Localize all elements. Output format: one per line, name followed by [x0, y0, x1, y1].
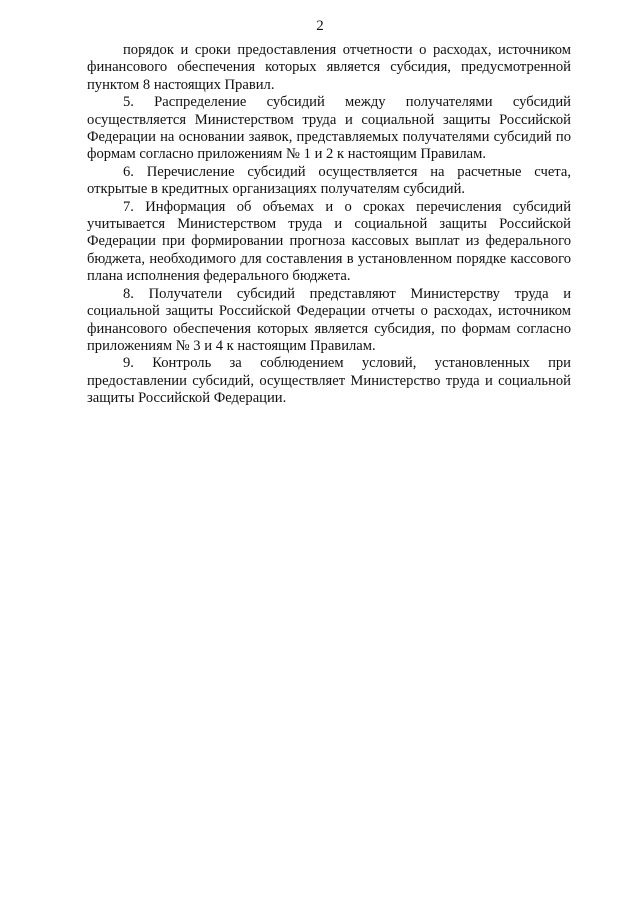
paragraph-5: 5. Распределение субсидий между получателями субсидий осуществляется Министерством труда и социальной защиты Российской Федерации на основании заявок, представляемых получателями субсидий по формам согласно приложениям № 1 и 2 к настоящим Правилам.: [87, 94, 571, 163]
paragraph-9: 9. Контроль за соблюдением условий, установленных при предоставлении субсидий, осуществляет Министерство труда и социальной защиты Российской Федерации.: [87, 355, 571, 407]
paragraph-7: 7. Информация об объемах и о сроках перечисления субсидий учитывается Министерством труда и социальной защиты Российской Федерации при формировании прогноза кассовых выплат из федерального бюджета, необходимого для составления в установленном порядке кассового плана исполнения федерального бюджета.: [87, 198, 571, 285]
paragraph-continuation: порядок и сроки предоставления отчетности о расходах, источником финансового обеспечения которых является субсидия, предусмотренной пунктом 8 настоящих Правил.: [87, 42, 571, 93]
paragraph-6: 6. Перечисление субсидий осуществляется на расчетные счета, открытые в кредитных организациях получателям субсидий.: [87, 163, 571, 198]
document-body: [87, 42, 571, 408]
paragraph-8: 8. Получатели субсидий представляют Министерству труда и социальной защиты Российской Федерации отчеты о расходах, источником финансового обеспечения которых является субсидия, по формам согласно приложениям № 3 и 4 к настоящим Правилам.: [87, 285, 571, 354]
page-number: 2: [316, 18, 324, 34]
